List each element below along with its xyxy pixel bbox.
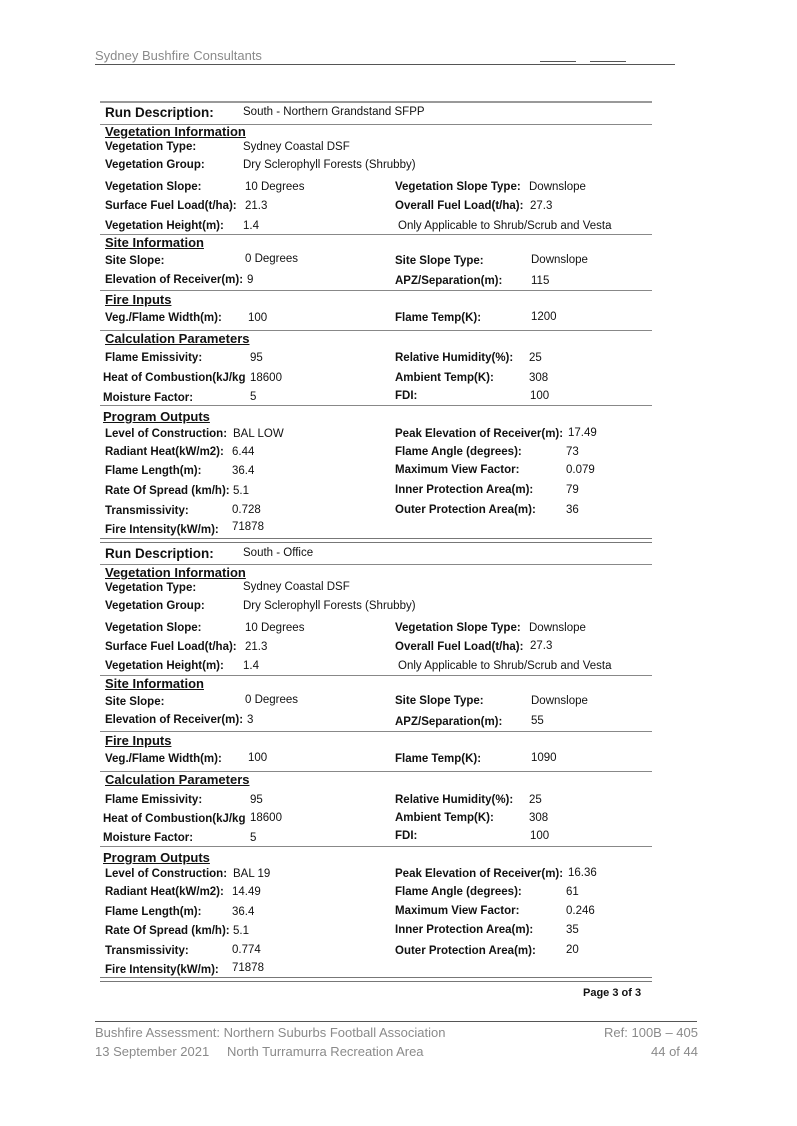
elevation-of-receiver-value: 3 — [247, 714, 254, 726]
radiant-heat-value: 6.44 — [232, 446, 255, 458]
apz-separation-value: 55 — [531, 715, 544, 727]
section-rule — [100, 290, 652, 291]
site-slope-type-value: Downslope — [531, 695, 588, 707]
run-top-rule — [100, 101, 652, 103]
vegetation-slope-value: 10 Degrees — [245, 181, 305, 193]
relative-humidity-label: Relative Humidity(%): — [395, 794, 514, 806]
vegetation-group-label: Vegetation Group: — [105, 600, 205, 612]
site-information-heading: Site Information — [105, 235, 204, 250]
rate-of-spread-label: Rate Of Spread (km/h): — [105, 485, 230, 497]
outer-protection-area-label: Outer Protection Area(m): — [395, 504, 536, 516]
peak-elevation-value: 17.49 — [568, 427, 597, 439]
radiant-heat-label: Radiant Heat(kW/m2): — [105, 446, 224, 458]
section-rule — [100, 846, 652, 847]
header-company: Sydney Bushfire Consultants — [95, 48, 262, 63]
flame-angle-value: 61 — [566, 886, 579, 898]
flame-temp-label: Flame Temp(K): — [395, 312, 482, 324]
elevation-of-receiver-value: 9 — [247, 274, 254, 286]
vegetation-slope-type-value: Downslope — [529, 181, 586, 193]
moisture-factor-value: 5 — [250, 832, 257, 844]
relative-humidity-value: 25 — [529, 352, 542, 364]
footer-ref: Ref: 100B – 405 — [604, 1025, 698, 1040]
footer-page: 44 of 44 — [651, 1044, 698, 1059]
flame-temp-value: 1200 — [531, 311, 557, 323]
vegetation-height-label: Vegetation Height(m): — [105, 220, 224, 232]
radiant-heat-value: 14.49 — [232, 886, 261, 898]
inner-protection-area-label: Inner Protection Area(m): — [395, 484, 534, 496]
surface-fuel-load-label: Surface Fuel Load(t/ha): — [105, 200, 237, 212]
transmissivity-label: Transmissivity: — [105, 945, 189, 957]
veg-flame-width-label: Veg./Flame Width(m): — [105, 753, 222, 765]
flame-length-value: 36.4 — [232, 465, 255, 477]
relative-humidity-value: 25 — [529, 794, 542, 806]
overall-fuel-load-value: 27.3 — [530, 640, 553, 652]
header-rule — [95, 64, 675, 65]
vegetation-group-value: Dry Sclerophyll Forests (Shrubby) — [243, 159, 416, 171]
level-of-construction-label: Level of Construction: — [105, 428, 228, 440]
header-divider — [540, 61, 576, 62]
heat-of-combustion-label: Heat of Combustion(kJ/kg — [103, 372, 246, 384]
level-of-construction-value: BAL 19 — [233, 868, 271, 880]
fire-intensity-label: Fire Intensity(kW/m): — [105, 524, 219, 536]
overall-fuel-load-value: 27.3 — [530, 200, 553, 212]
fire-inputs-heading: Fire Inputs — [105, 292, 172, 307]
flame-emissivity-label: Flame Emissivity: — [105, 794, 203, 806]
flame-length-value: 36.4 — [232, 906, 255, 918]
site-slope-type-label: Site Slope Type: — [395, 255, 484, 267]
vegetation-type-value: Sydney Coastal DSF — [243, 141, 350, 153]
surface-fuel-load-value: 21.3 — [245, 200, 268, 212]
flame-length-label: Flame Length(m): — [105, 465, 202, 477]
elevation-of-receiver-label: Elevation of Receiver(m): — [105, 714, 244, 726]
vegetation-type-value: Sydney Coastal DSF — [243, 581, 350, 593]
run-description-value: South - Office — [243, 547, 314, 559]
heat-of-combustion-label: Heat of Combustion(kJ/kg — [103, 813, 246, 825]
fire-intensity-value: 71878 — [232, 521, 264, 533]
run-separator — [100, 977, 652, 982]
moisture-factor-label: Moisture Factor: — [103, 392, 194, 404]
flame-temp-label: Flame Temp(K): — [395, 753, 482, 765]
moisture-factor-value: 5 — [250, 391, 257, 403]
rate-of-spread-value: 5.1 — [233, 925, 249, 937]
flame-emissivity-label: Flame Emissivity: — [105, 352, 203, 364]
fdi-label: FDI: — [395, 830, 418, 842]
maximum-view-factor-value: 0.079 — [566, 464, 595, 476]
ambient-temp-value: 308 — [529, 812, 549, 824]
maximum-view-factor-label: Maximum View Factor: — [395, 905, 520, 917]
site-information-heading: Site Information — [105, 676, 204, 691]
vegetation-height-note: Only Applicable to Shrub/Scrub and Vesta — [398, 660, 612, 672]
run-description-label: Run Description: — [105, 546, 214, 561]
fire-intensity-label: Fire Intensity(kW/m): — [105, 964, 219, 976]
transmissivity-value: 0.774 — [232, 944, 261, 956]
peak-elevation-value: 16.36 — [568, 867, 597, 879]
run-description-label: Run Description: — [105, 105, 214, 120]
program-outputs-heading: Program Outputs — [103, 850, 210, 865]
fire-intensity-value: 71878 — [232, 962, 264, 974]
vegetation-slope-type-label: Vegetation Slope Type: — [395, 181, 521, 193]
transmissivity-label: Transmissivity: — [105, 505, 189, 517]
vegetation-group-label: Vegetation Group: — [105, 159, 205, 171]
site-slope-label: Site Slope: — [105, 255, 165, 267]
section-rule — [100, 731, 652, 732]
vegetation-slope-type-label: Vegetation Slope Type: — [395, 622, 521, 634]
peak-elevation-label: Peak Elevation of Receiver(m): — [395, 868, 564, 880]
level-of-construction-value: BAL LOW — [233, 428, 284, 440]
vegetation-height-value: 1.4 — [243, 220, 259, 232]
elevation-of-receiver-label: Elevation of Receiver(m): — [105, 274, 244, 286]
heat-of-combustion-value: 18600 — [250, 372, 282, 384]
calculation-parameters-heading: Calculation Parameters — [105, 772, 250, 787]
vegetation-slope-value: 10 Degrees — [245, 622, 305, 634]
vegetation-type-label: Vegetation Type: — [105, 141, 197, 153]
vegetation-slope-label: Vegetation Slope: — [105, 181, 202, 193]
outer-protection-area-value: 20 — [566, 944, 579, 956]
fdi-label: FDI: — [395, 390, 418, 402]
site-slope-value: 0 Degrees — [245, 253, 299, 265]
site-slope-type-value: Downslope — [531, 254, 588, 266]
apz-separation-label: APZ/Separation(m): — [395, 275, 503, 287]
run-separator — [100, 538, 652, 543]
heat-of-combustion-value: 18600 — [250, 812, 282, 824]
fdi-value: 100 — [530, 390, 550, 402]
outer-protection-area-label: Outer Protection Area(m): — [395, 945, 536, 957]
site-slope-label: Site Slope: — [105, 696, 165, 708]
flame-angle-value: 73 — [566, 446, 579, 458]
surface-fuel-load-value: 21.3 — [245, 641, 268, 653]
veg-flame-width-label: Veg./Flame Width(m): — [105, 312, 222, 324]
radiant-heat-label: Radiant Heat(kW/m2): — [105, 886, 224, 898]
flame-length-label: Flame Length(m): — [105, 906, 202, 918]
rate-of-spread-label: Rate Of Spread (km/h): — [105, 925, 230, 937]
surface-fuel-load-label: Surface Fuel Load(t/ha): — [105, 641, 237, 653]
vegetation-height-note: Only Applicable to Shrub/Scrub and Vesta — [398, 220, 612, 232]
footer-date: 13 September 2021 — [95, 1044, 210, 1059]
vegetation-type-label: Vegetation Type: — [105, 582, 197, 594]
run-description-value: South - Northern Grandstand SFPP — [243, 106, 425, 118]
maximum-view-factor-label: Maximum View Factor: — [395, 464, 520, 476]
veg-flame-width-value: 100 — [248, 312, 268, 324]
calculation-parameters-heading: Calculation Parameters — [105, 331, 250, 346]
ambient-temp-value: 308 — [529, 372, 549, 384]
vegetation-height-label: Vegetation Height(m): — [105, 660, 224, 672]
vegetation-information-heading: Vegetation Information — [105, 124, 246, 139]
overall-fuel-load-label: Overall Fuel Load(t/ha): — [395, 200, 524, 212]
inner-protection-area-value: 79 — [566, 484, 579, 496]
site-slope-value: 0 Degrees — [245, 694, 299, 706]
ambient-temp-label: Ambient Temp(K): — [395, 812, 494, 824]
fire-inputs-heading: Fire Inputs — [105, 733, 172, 748]
ambient-temp-label: Ambient Temp(K): — [395, 372, 494, 384]
outer-protection-area-value: 36 — [566, 504, 579, 516]
maximum-view-factor-value: 0.246 — [566, 905, 595, 917]
fdi-value: 100 — [530, 830, 550, 842]
overall-fuel-load-label: Overall Fuel Load(t/ha): — [395, 641, 524, 653]
site-slope-type-label: Site Slope Type: — [395, 695, 484, 707]
section-rule — [100, 405, 652, 406]
peak-elevation-label: Peak Elevation of Receiver(m): — [395, 428, 564, 440]
veg-flame-width-value: 100 — [248, 752, 268, 764]
apz-separation-label: APZ/Separation(m): — [395, 716, 503, 728]
footer-rule — [95, 1021, 697, 1022]
vegetation-group-value: Dry Sclerophyll Forests (Shrubby) — [243, 600, 416, 612]
inner-protection-area-label: Inner Protection Area(m): — [395, 924, 534, 936]
flame-angle-label: Flame Angle (degrees): — [395, 446, 522, 458]
flame-emissivity-value: 95 — [250, 352, 263, 364]
flame-angle-label: Flame Angle (degrees): — [395, 886, 522, 898]
relative-humidity-label: Relative Humidity(%): — [395, 352, 514, 364]
vegetation-information-heading: Vegetation Information — [105, 565, 246, 580]
flame-temp-value: 1090 — [531, 752, 557, 764]
vegetation-slope-label: Vegetation Slope: — [105, 622, 202, 634]
vegetation-height-value: 1.4 — [243, 660, 259, 672]
program-outputs-heading: Program Outputs — [103, 409, 210, 424]
flame-emissivity-value: 95 — [250, 794, 263, 806]
level-of-construction-label: Level of Construction: — [105, 868, 228, 880]
header-divider — [590, 61, 626, 62]
footer-title: Bushfire Assessment: Northern Suburbs Football Association — [95, 1025, 446, 1040]
rate-of-spread-value: 5.1 — [233, 485, 249, 497]
vegetation-slope-type-value: Downslope — [529, 622, 586, 634]
apz-separation-value: 115 — [531, 275, 550, 287]
inner-protection-area-value: 35 — [566, 924, 579, 936]
page-indicator: Page 3 of 3 — [583, 987, 642, 999]
moisture-factor-label: Moisture Factor: — [103, 832, 194, 844]
footer-location: North Turramurra Recreation Area — [227, 1044, 424, 1059]
transmissivity-value: 0.728 — [232, 504, 261, 516]
